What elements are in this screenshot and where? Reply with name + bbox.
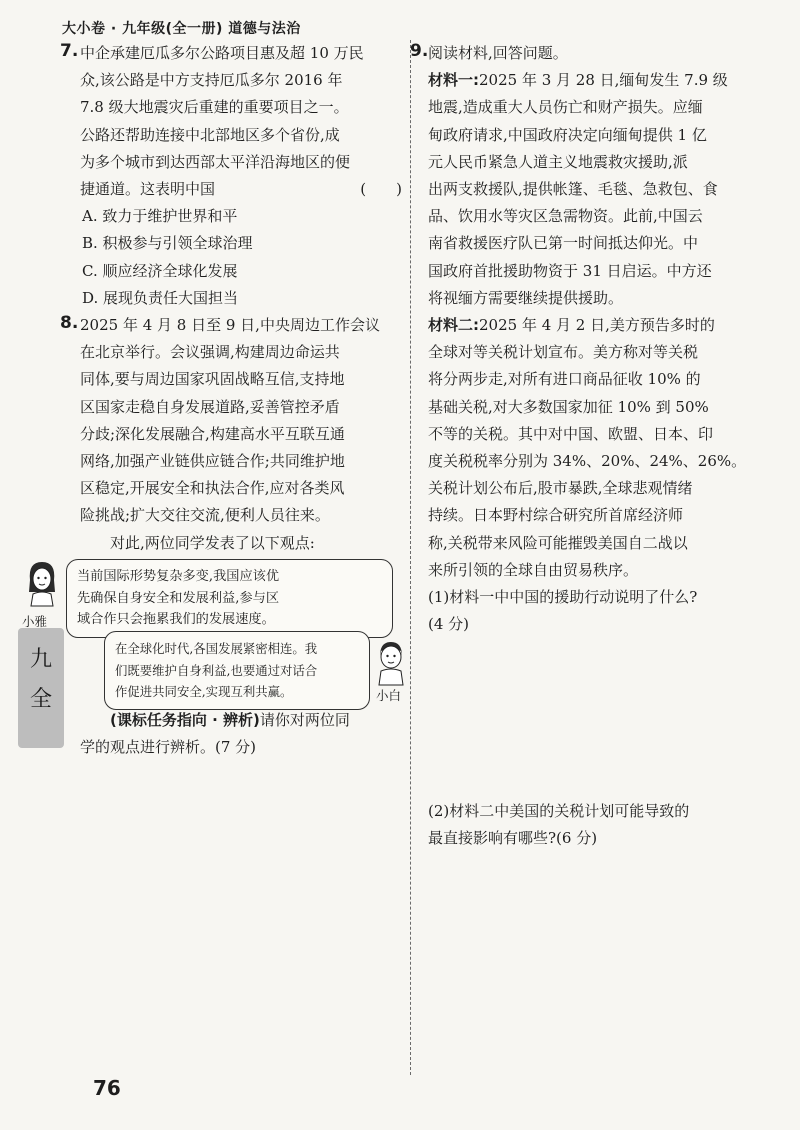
speech-bubble-1: [66, 559, 393, 638]
question-7-number: 7.: [60, 41, 79, 61]
question-9-title: 阅读材料,回答问题。: [428, 44, 568, 62]
material-2-line: 持续。日本野村综合研究所首席经济师: [428, 506, 684, 525]
question-8: [80, 312, 408, 557]
task-line: [80, 707, 408, 734]
question-7-line: 众,该公路是中方支持厄瓜多尔 2016 年: [80, 71, 343, 90]
right-column: [410, 40, 778, 848]
question-8-line: 2025 年 4 月 8 日至 9 日,中央周边工作会议: [80, 316, 380, 335]
question-7-line: [80, 176, 408, 203]
sub-question-1: (4 分): [428, 615, 470, 634]
girl-avatar-icon: [22, 558, 62, 608]
sub-question-2: [428, 798, 778, 852]
question-8-line: 区国家走稳自身发展道路,妥善管控矛盾: [80, 397, 340, 416]
speech-2-line: 们既要维护自身利益,也要通过对话合: [115, 662, 318, 678]
question-8-intro: 对此,两位同学发表了以下观点:: [110, 533, 315, 552]
material-1-line: 地震,造成重大人员伤亡和财产损失。应缅: [428, 98, 703, 117]
running-header: 大小卷 · 九年级(全一册) 道德与法治: [62, 21, 301, 37]
option-b: B. 积极参与引领全球治理: [82, 234, 253, 253]
question-7-line: 公路还帮助连接中北部地区多个省份,成: [80, 125, 340, 144]
question-8-number: 8.: [60, 313, 79, 333]
question-8-line: 分歧;深化发展融合,构建高水平互联互通: [80, 424, 345, 443]
task-text: 请你对两位同: [259, 711, 350, 729]
speech-1-line: 当前国际形势复杂多变,我国应该优: [77, 569, 280, 584]
sub-question-2-line: (2)材料二中美国的关税计划可能导致的: [428, 802, 690, 820]
material-2-line: 不等的关税。其中对中国、欧盟、日本、印: [428, 424, 714, 443]
material-2-line: 将分两步走,对所有进口商品征收 10% 的: [428, 370, 701, 389]
material-1-line: 国政府首批援助物资于 31 日启运。中方还: [428, 261, 712, 280]
task-tag: (课标任务指向 · 辨析): [110, 711, 260, 729]
question-7-stem-end: 捷通道。这表明中国: [80, 180, 216, 199]
option-d: D. 展现负责任大国担当: [82, 288, 239, 307]
question-7-line: 7.8 级大地震灾后重建的重要项目之一。: [80, 98, 349, 117]
question-8-line: 网络,加强产业链供应链合作;共同维护地: [80, 452, 345, 471]
speech-1-line: 域合作只会拖累我们的发展速度。: [77, 612, 275, 627]
speech-bubble-2: [104, 631, 370, 710]
question-8-line: 在北京举行。会议强调,构建周边命运共: [80, 343, 340, 362]
material-1-line: 南省救援医疗队已第一时间抵达仰光。中: [428, 234, 699, 253]
material-1-line: 品、饮用水等灾区急需物资。此前,中国云: [428, 207, 703, 226]
question-8-line: 区稳定,开展安全和执法合作,应对各类风: [80, 479, 345, 498]
page-number: 76: [93, 1076, 121, 1100]
question-7: [80, 40, 408, 312]
material-2-line: 来所引领的全球自由贸易秩序。: [428, 560, 639, 579]
material-2-line: 称,关税带来风险可能摧毁美国自二战以: [428, 533, 688, 552]
question-8-task: [80, 707, 408, 761]
side-tab-char-1: 九: [29, 647, 52, 672]
material-2-line: 全球对等关税计划宣布。美方称对等关税: [428, 343, 699, 362]
question-7-line: 中企承建厄瓜多尔公路项目惠及超 10 万民: [80, 44, 364, 62]
speaker-2-name: 小白: [376, 688, 402, 703]
material-1-line: [428, 67, 778, 94]
question-7-line: 为多个城市到达西部太平洋沿海地区的便: [80, 152, 351, 171]
material-1-line: 元人民币紧急人道主义地震救灾援助,派: [428, 152, 688, 171]
material-1-line: 出两支救援队,提供帐篷、毛毯、急救包、食: [428, 180, 718, 199]
material-1-label: 材料一:: [428, 71, 479, 90]
question-9-number: 9.: [410, 41, 429, 61]
speech-1-line: 先确保自身安全和发展利益,参与区: [77, 590, 280, 606]
option-a: A. 致力于维护世界和平: [82, 207, 238, 226]
column-divider: [410, 40, 411, 1075]
sub-question-1: (1)材料一中中国的援助行动说明了什么?: [428, 588, 698, 607]
left-column: [22, 40, 408, 757]
speech-2-line: 在全球化时代,各国发展紧密相连。我: [115, 641, 318, 656]
material-1-line: 甸政府请求,中国政府决定向缅甸提供 1 亿: [428, 125, 707, 144]
speaker-1-name: 小雅: [22, 614, 48, 629]
material-2-text: 2025 年 4 月 2 日,美方预告多时的: [479, 316, 715, 335]
speech-2-line: 作促进共同安全,实现互利共赢。: [115, 684, 293, 699]
material-2-line: 基础关税,对大多数国家加征 10% 到 50%: [428, 397, 709, 416]
task-text: 学的观点进行辨析。(7 分): [80, 738, 257, 757]
material-2-line: 度关税税率分别为 34%、20%、24%、26%。: [428, 452, 747, 471]
answer-blank: ( ): [360, 180, 402, 199]
question-8-line: 险挑战;扩大交往交流,便利人员往来。: [80, 506, 330, 525]
material-2-label: 材料二:: [428, 316, 479, 335]
side-tab-char-2: 全: [29, 687, 52, 712]
boy-avatar-icon: [373, 638, 409, 686]
question-9: [428, 40, 778, 638]
material-1-line: 将视缅方需要继续提供援助。: [428, 288, 624, 307]
sub-question-2-line: 最直接影响有哪些?(6 分): [428, 829, 598, 848]
material-2-line: [428, 312, 778, 339]
side-tab: [18, 628, 64, 748]
material-1-text: 2025 年 3 月 28 日,缅甸发生 7.9 级: [479, 71, 728, 90]
option-c: C. 顺应经济全球化发展: [82, 261, 238, 280]
question-8-line: 同体,要与周边国家巩固战略互信,支持地: [80, 370, 345, 389]
material-2-line: 关税计划公布后,股市暴跌,全球悲观情绪: [428, 479, 693, 498]
